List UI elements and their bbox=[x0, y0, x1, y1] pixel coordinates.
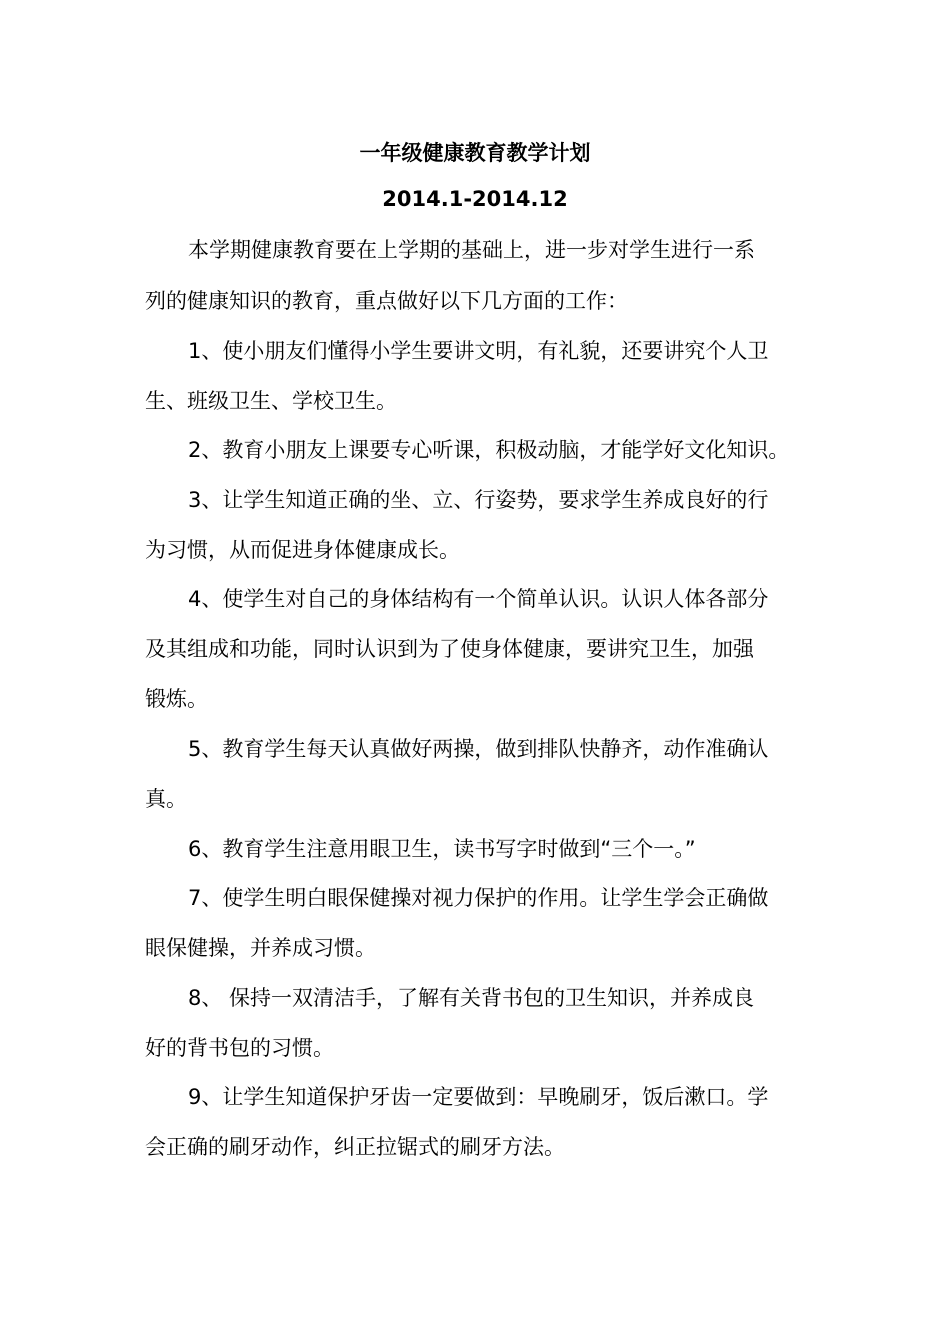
paragraph-line: 5、教育学生每天认真做好两操，做到排队快静齐，动作准确认 bbox=[188, 737, 769, 761]
paragraph-line: 锻炼。 bbox=[145, 687, 208, 711]
paragraph-line: 9、让学生知道保护牙齿一定要做到：早晚刷牙，饭后漱口。学 bbox=[188, 1085, 769, 1109]
paragraph-line: 1、使小朋友们懂得小学生要讲文明，有礼貌，还要讲究个人卫 bbox=[188, 339, 769, 363]
paragraph-line: 2、教育小朋友上课要专心听课，积极动脑，才能学好文化知识。 bbox=[188, 438, 790, 462]
paragraph-line: 4、使学生对自己的身体结构有一个简单认识。认识人体各部分 bbox=[188, 587, 769, 611]
paragraph-line: 7、使学生明白眼保健操对视力保护的作用。让学生学会正确做 bbox=[188, 886, 769, 910]
document-date-range: 2014.1-2014.12 bbox=[382, 187, 568, 211]
paragraph-line: 列的健康知识的教育，重点做好以下几方面的工作： bbox=[145, 289, 628, 313]
paragraph-line: 眼保健操，并养成习惯。 bbox=[145, 936, 376, 960]
document-title: 一年级健康教育教学计划 bbox=[359, 141, 591, 165]
paragraph-line: 生、班级卫生、学校卫生。 bbox=[145, 389, 397, 413]
paragraph-line: 6、教育学生注意用眼卫生，读书写字时做到“三个一。” bbox=[188, 837, 696, 861]
paragraph-line: 真。 bbox=[145, 787, 187, 811]
paragraph-line: 8、 保持一双清洁手，了解有关背书包的卫生知识，并养成良 bbox=[188, 986, 755, 1010]
paragraph-line: 为习惯，从而促进身体健康成长。 bbox=[145, 538, 460, 562]
paragraph-line: 好的背书包的习惯。 bbox=[145, 1036, 334, 1060]
paragraph-line: 3、让学生知道正确的坐、立、行姿势，要求学生养成良好的行 bbox=[188, 488, 769, 512]
paragraph-line: 本学期健康教育要在上学期的基础上，进一步对学生进行一系 bbox=[188, 238, 755, 262]
paragraph-line: 会正确的刷牙动作，纠正拉锯式的刷牙方法。 bbox=[145, 1135, 565, 1159]
paragraph-line: 及其组成和功能，同时认识到为了使身体健康，要讲究卫生，加强 bbox=[145, 637, 754, 661]
